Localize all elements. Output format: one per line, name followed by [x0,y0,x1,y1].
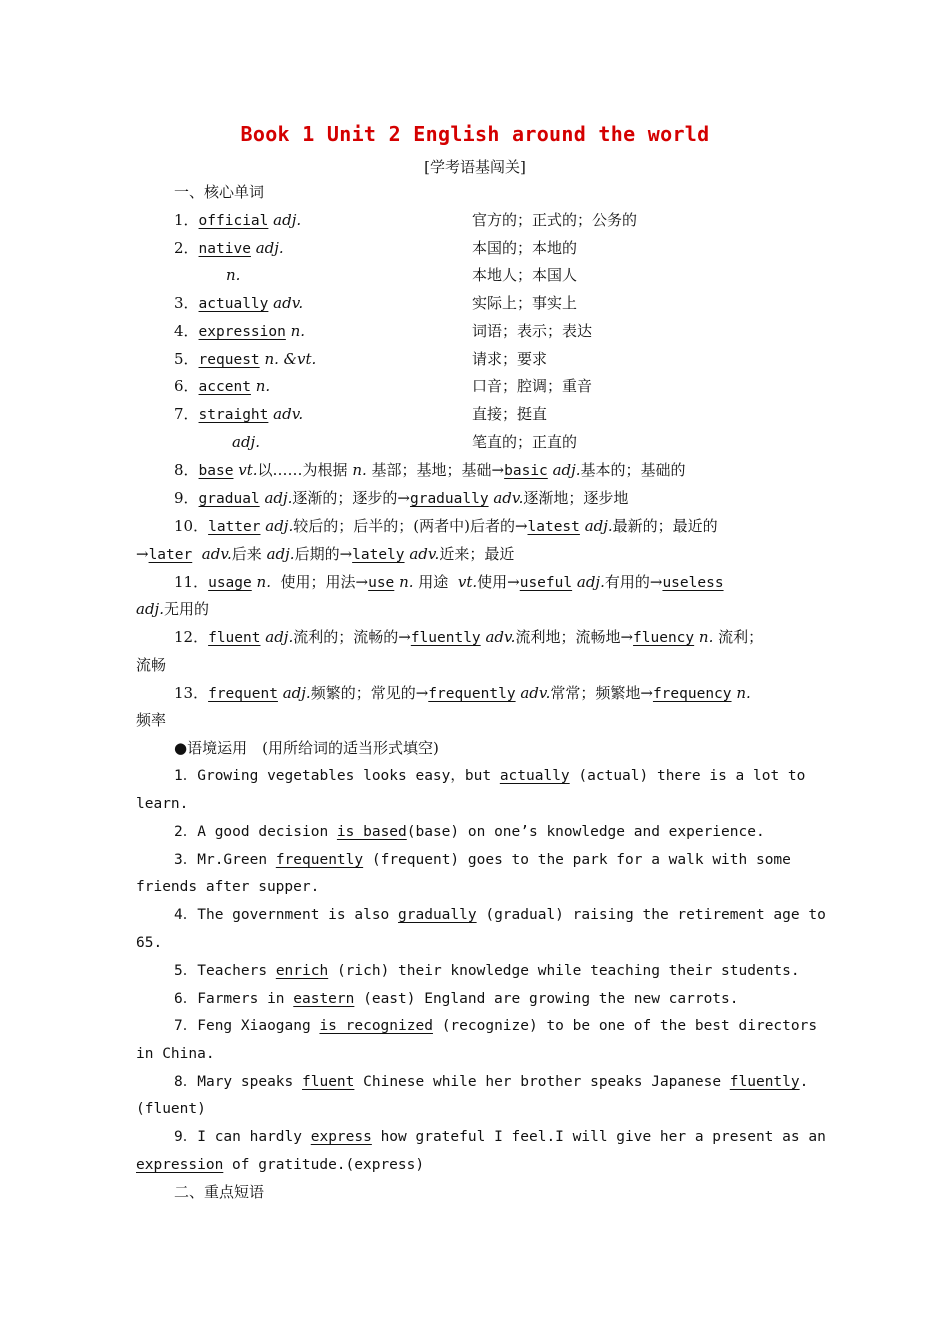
exercise-5: 5．Teachers enrich (rich) their knowledge while teaching their students. [174,963,800,979]
exercise-3-cont: friends after supper. [136,879,320,895]
exercise-7-cont: in China. [136,1046,215,1062]
vocab-row: 1．official adj. [174,211,302,229]
vocab-row: 3．actually adv. [174,294,304,312]
vocab-row: 7．straight adv. [174,405,304,423]
vocab-row-8: 8．base vt.以……为根据 n. 基部；基地；基础→basic adj.基本的；基础的 [174,461,686,479]
vocab-row-11-cont: adj.无用的 [136,600,209,618]
vocab-row-12-cont: 流畅 [136,656,167,674]
vocab-meaning: 请求；要求 [472,350,548,368]
vocab-row-11: 11．usage n. 使用；用法→use n. 用途 vt.使用→useful adj.有用的→useless [174,573,724,591]
exercise-9: 9．I can hardly express how grateful I feel.I will give her a present as an [174,1129,826,1145]
exercise-3: 3．Mr.Green frequently (frequent) goes to the park for a walk with some [174,852,791,868]
vocab-row: 2．native adj. [174,239,284,257]
vocab-meaning: 官方的；正式的；公务的 [472,211,638,229]
vocab-row-12: 12．fluent adj.流利的；流畅的→fluently adv.流利地；流畅地→fluency n. 流利； [174,628,764,646]
exercise-4: 4．The government is also gradually (gradual) raising the retirement age to [174,907,826,923]
vocab-meaning: 笔直的；正直的 [472,433,578,451]
vocab-meaning: 本国的；本地的 [472,239,578,257]
vocab-row-13-cont: 频率 [136,711,167,729]
vocab-row-9: 9．gradual adj.逐渐的；逐步的→gradually adv.逐渐地；逐步地 [174,489,629,507]
exercise-4-cont: 65. [136,935,163,951]
page-subtitle: [学考语基闯关] [424,158,526,176]
vocab-meaning: 直接；挺直 [472,405,548,423]
vocab-meaning: 口音；腔调；重音 [472,377,593,395]
exercise-1-cont: learn. [136,796,189,812]
vocab-meaning: 词语；表示；表达 [472,322,593,340]
exercise-heading: ●语境运用 (用所给词的适当形式填空) [174,739,439,757]
vocab-row-10-cont: →later adv.后来 adj.后期的→lately adv.近来；最近 [136,545,515,563]
page-title: Book 1 Unit 2 English around the world [240,122,710,146]
vocab-row: 5．request n. &vt. [174,350,317,368]
exercise-9-cont: expression of gratitude.(express) [136,1157,425,1173]
vocab-meaning: 本地人；本国人 [472,266,578,284]
exercise-8: 8．Mary speaks fluent Chinese while her brother speaks Japanese fluently. [174,1074,809,1090]
section-heading-core-words: 一、核心单词 [174,183,265,201]
vocab-row: adj. [232,433,260,451]
vocab-row: 4．expression n. [174,322,306,340]
section-heading-key-phrases: 二、重点短语 [174,1183,265,1201]
vocab-row-10: 10．latter adj.较后的；后半的；(两者中)后者的→latest adj.最新的；最近的 [174,517,718,535]
vocab-meaning: 实际上；事实上 [472,294,578,312]
vocab-row: 6．accent n. [174,377,271,395]
exercise-1: 1．Growing vegetables looks easy，but actually (actual) there is a lot to [174,768,806,784]
exercise-6: 6．Farmers in eastern (east) England are growing the new carrots. [174,991,739,1007]
exercise-8-cont: (fluent) [136,1101,206,1117]
vocab-row-13: 13．frequent adj.频繁的；常见的→frequently adv.常常；频繁地→frequency n. [174,684,751,702]
vocab-row: n. [226,266,241,284]
exercise-7: 7．Feng Xiaogang is recognized (recognize) to be one of the best directors [174,1018,818,1034]
exercise-2: 2．A good decision is based(base) on one’s knowledge and experience. [174,824,765,840]
